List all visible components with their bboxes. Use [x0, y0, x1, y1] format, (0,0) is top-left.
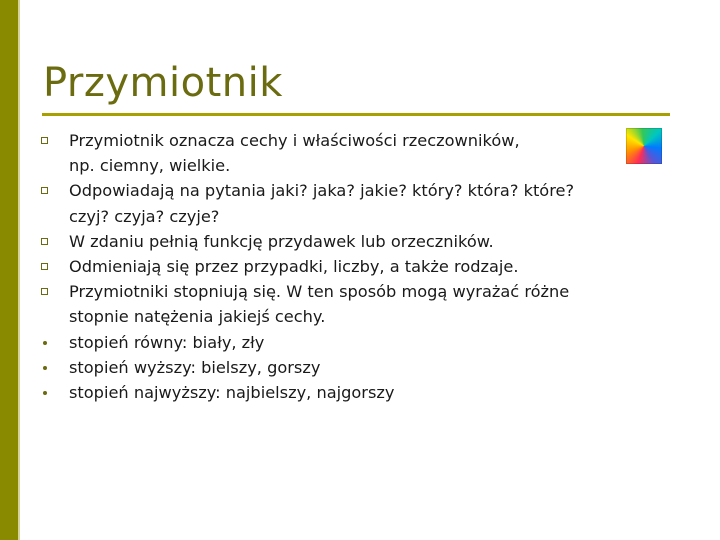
item-text-line: czyj? czyja? czyje?	[69, 206, 220, 226]
list-item	[40, 128, 650, 178]
bullet-list	[40, 128, 650, 405]
item-text-line: stopnie natężenia jakiejś cechy.	[69, 307, 326, 327]
square-bullet-icon	[41, 263, 48, 270]
item-text-line: stopień wyższy: bielszy, gorszy	[69, 357, 321, 377]
list-item	[40, 254, 650, 279]
item-text-line: stopień najwyższy: najbielszy, najgorszy	[69, 383, 395, 403]
title-underline	[42, 113, 670, 116]
list-item	[40, 279, 650, 329]
list-item	[40, 229, 650, 254]
item-text-line: stopień równy: biały, zły	[69, 332, 265, 352]
square-bullet-icon	[41, 137, 48, 144]
list-item	[40, 330, 650, 355]
item-text-line: np. ciemny, wielkie.	[69, 156, 231, 176]
list-item	[40, 355, 650, 380]
square-bullet-icon	[41, 187, 48, 194]
square-bullet-icon	[41, 288, 48, 295]
dot-bullet-icon	[43, 341, 47, 345]
side-accent-bar	[0, 0, 18, 540]
item-text-line: Przymiotnik oznacza cechy i właściwości rzeczowników,	[69, 131, 520, 150]
dot-bullet-icon	[43, 391, 47, 395]
list-item	[40, 380, 650, 405]
item-text-line: Przymiotniki stopniują się. W ten sposób mogą wyrażać różne	[69, 282, 570, 302]
slide-title: Przymiotnik	[43, 60, 283, 106]
list-item	[40, 178, 650, 228]
side-accent-stripe	[18, 0, 20, 540]
dot-bullet-icon	[43, 366, 47, 370]
square-bullet-icon	[41, 238, 48, 245]
item-text-line: W zdaniu pełnią funkcję przydawek lub orzeczników.	[69, 231, 494, 251]
item-text-line: Odpowiadają na pytania jaki? jaka? jakie? który? która? które?	[69, 181, 575, 201]
item-text-line: Odmieniają się przez przypadki, liczby, a także rodzaje.	[69, 257, 519, 277]
